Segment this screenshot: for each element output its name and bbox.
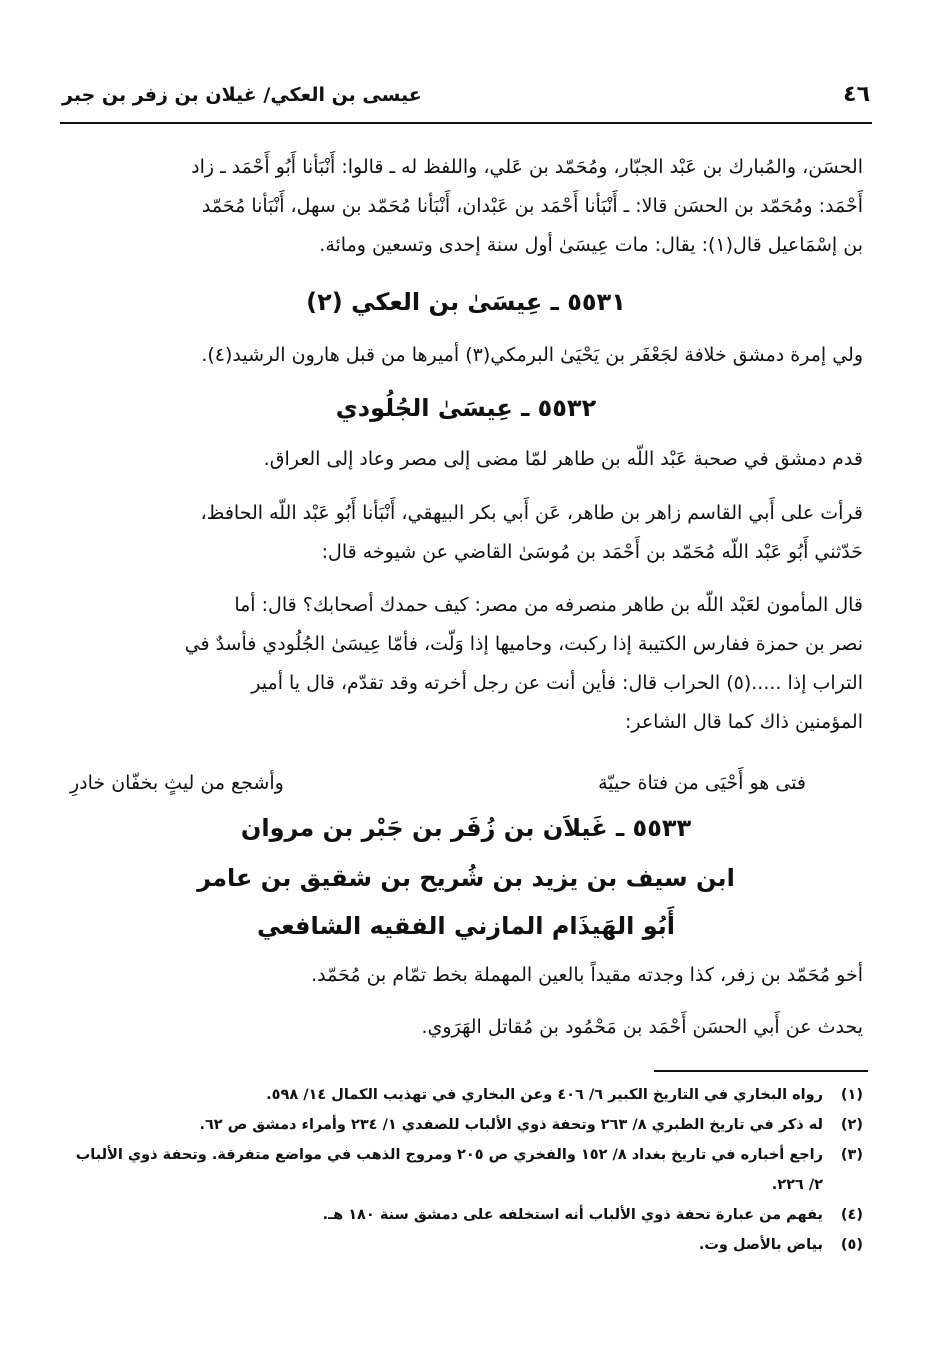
verse-second-hemistich: وأشجع من ليثٍ بخفّان خادرِ: [70, 772, 284, 794]
footnote-continuation: [67, 1170, 863, 1200]
text-line: المؤمنين ذاك كما قال الشاعر:: [624, 711, 863, 733]
running-header: [62, 78, 870, 118]
entry-5532-isnad: [67, 494, 863, 572]
footnote-text: بياض بالأصل وت.: [698, 1237, 823, 1253]
footnote-text: له ذكر في تاريخ الطبري ٨/ ٢٦٣ وتحفة ذوي الألباب للصفدي ١/ ٢٣٤ وأمراء دمشق ص ٦٢.: [199, 1117, 823, 1133]
entry-heading-5533-line1: ٥٥٣٣ ـ غَيلاَن بن زُفَر بن جَبْر بن مروان: [240, 814, 692, 842]
footnote-number: (٢): [840, 1117, 863, 1133]
footnote-item: [67, 1110, 863, 1140]
footnote-item: [67, 1140, 863, 1170]
footnotes: [67, 1080, 863, 1260]
text-line: قال المأمون لعَبْد اللّه بن طاهر منصرفه من مصر: كيف حمدك أصحابك؟ قال: أما: [234, 594, 863, 616]
text-line: يحدث عن أَبي الحسَن أَحْمَد بن مَحْمُود بن مُقاتل الهَرَوي.: [421, 1016, 863, 1038]
text-line: قدم دمشق في صحبة عَبْد اللّه بن طاهر لمّا مضى إلى مصر وعاد إلى العراق.: [263, 448, 863, 470]
poem-verse: [70, 768, 866, 808]
footnote-text: يفهم من عبارة تحفة ذوي الألباب أنه استخلفه على دمشق سنة ١٨٠ هـ.: [322, 1207, 823, 1223]
entry-heading-5533-line2: ابن سيف بن يزيد بن شُريح بن شقيق بن عامر: [197, 864, 735, 892]
footnote-number: (١): [840, 1087, 863, 1103]
entry-5533-text-1: [67, 956, 863, 995]
page-number: ٤٦: [843, 82, 870, 107]
text-line: حَدّثني أَبُو عَبْد اللّه مُحَمّد بن أَحْمَد بن مُوسَىٰ القاضي عن شيوخه قال:: [321, 541, 863, 563]
text-line: بن إسْمَاعيل قال(١): يقال: مات عِيسَىٰ أول سنة إحدى وتسعين ومائة.: [319, 234, 863, 256]
footnote-item: [67, 1230, 863, 1260]
text-line: أَحْمَد: ومُحَمّد بن الحسَن قالا: ـ أَنْبَأنا أَحْمَد بن عَبْدان، أَنْبَأنا مُحَمّد بن سهل، أَنْبَأنا مُحَمّد: [201, 195, 863, 217]
text-line: قرأت على أَبي القاسم زاهر بن طاهر، عَن أَبي بكر البيهقي، أَنْبَأنا أَبُو عَبْد اللّه الحافظ،: [200, 502, 863, 524]
entry-5533-text-2: [67, 1008, 863, 1047]
entry-5532-intro: [67, 440, 863, 479]
footnote-text: رواه البخاري في التاريخ الكبير ٦/ ٤٠٦ وعن البخاري في تهذيب الكمال ١٤/ ٥٩٨.: [266, 1087, 823, 1103]
footnote-item: [67, 1200, 863, 1230]
footnote-text: ٢/ ٢٢٦.: [771, 1177, 823, 1193]
entry-heading-5531: ٥٥٣١ ـ عِيسَىٰ بن العكي (٢): [306, 288, 626, 316]
entry-heading-5532: ٥٥٣٢ ـ عِيسَىٰ الجُلُودي: [335, 394, 597, 422]
verse-first-hemistich: فتى هو أَحْيَى من فتاة حييّة: [598, 772, 806, 794]
running-title: عيسى بن العكي/ غيلان بن زفر بن جبر: [62, 84, 422, 106]
text-line: التراب إذا .....(٥) الحراب قال: فأين أنت عن رجل أخرته وقد تقدّم، قال يا أمير: [251, 672, 863, 694]
header-divider: [60, 122, 872, 124]
footnote-divider: [654, 1070, 868, 1072]
text-line: الحسَن، والمُبارك بن عَبْد الجبّار، ومُحَمّد بن عَلي، واللفظ له ـ قالوا: أَنْبَأنا أَبُو أَحْمَد ـ زاد: [191, 156, 863, 178]
text-line: أخو مُحَمّد بن زفر، كذا وجدته مقيداً بالعين المهملة بخط تمّام بن مُحَمّد.: [311, 964, 863, 986]
text-line: نصر بن حمزة ففارس الكتيبة إذا ركبت، وحاميها إذا وَلّت، فأمّا عِيسَىٰ الجُلُودي فأسدٌ في: [184, 633, 863, 655]
text-line: ولي إمرة دمشق خلافة لجَعْفَر بن يَحْيَىٰ البرمكي(٣) أميرها من قبل هارون الرشيد(٤).: [201, 344, 863, 366]
footnote-number: (٥): [840, 1237, 863, 1253]
footnote-text: راجع أخباره في تاريخ بغداد ٨/ ١٥٢ والفخري ص ٢٠٥ ومروج الذهب في مواضع متفرقة. وتحفة ذوي الألباب: [75, 1147, 823, 1163]
entry-5531-text: [67, 336, 863, 375]
entry-5532-narration: [67, 586, 863, 742]
intro-paragraph: [67, 148, 863, 265]
entry-heading-5533-line3: أَبُو الهَيذَام المازني الفقيه الشافعي: [256, 912, 676, 940]
footnote-item: [67, 1080, 863, 1110]
footnote-number: (٣): [840, 1147, 863, 1163]
footnote-number: (٤): [840, 1207, 863, 1223]
